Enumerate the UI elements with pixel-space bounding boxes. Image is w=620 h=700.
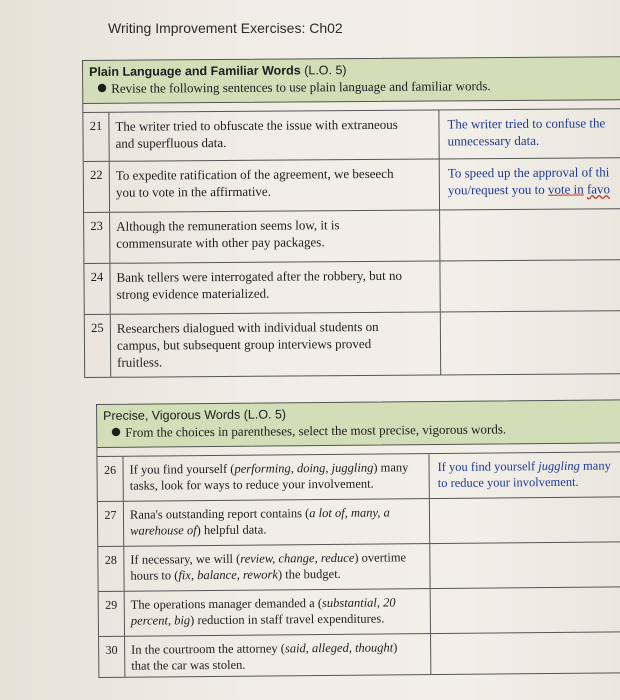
learning-objective: (L.O. 5) — [304, 63, 347, 78]
table-row — [99, 632, 620, 678]
page-title: Writing Improvement Exercises: Ch02 — [108, 20, 343, 36]
exercise-table — [96, 451, 620, 678]
question-line: tasks, look for ways to reduce your involvement. — [129, 476, 374, 493]
question-line: you to vote in the affirmative. — [115, 183, 271, 200]
question-text: In the courtroom the attorney ( — [131, 641, 285, 657]
instruction — [89, 77, 620, 97]
precise-words-section — [96, 399, 620, 678]
learning-objective: (L.O. 5) — [243, 407, 287, 422]
question-cell — [110, 211, 440, 263]
answer-cell[interactable] — [431, 632, 620, 674]
answer-misspelled-text: favo — [586, 181, 611, 197]
question-line: commensurate with other pay packages. — [116, 234, 325, 251]
item-number: 21 — [83, 113, 109, 161]
question-line — [130, 520, 423, 539]
answer-cell[interactable] — [440, 209, 620, 260]
choice-text: warehouse of — [130, 523, 197, 538]
question-text: ) reduction in staff travel expenditures. — [190, 611, 385, 628]
answer-cell[interactable] — [431, 587, 620, 633]
question-text: ) many — [373, 460, 409, 475]
question-line — [130, 565, 423, 584]
question-text: If necessary, we will ( — [130, 551, 241, 567]
answer-line: unnecessary data. — [447, 132, 540, 149]
question-cell — [110, 160, 440, 212]
table-row — [85, 311, 620, 378]
item-number: 23 — [84, 213, 110, 263]
bullet-icon: ● — [111, 424, 121, 438]
choice-text: substantial, 20 — [321, 595, 396, 611]
table-row — [84, 260, 620, 315]
table-row — [84, 209, 620, 264]
question-text: Rana's outstanding report contains ( — [129, 506, 310, 522]
answer-underlined-text: vote in — [547, 181, 584, 197]
question-line — [130, 504, 423, 523]
table-row — [98, 542, 620, 592]
table-row — [99, 587, 620, 637]
exercise-table — [82, 108, 620, 378]
instruction-text: Revise the following sentences to use plain language and familiar words. — [111, 78, 491, 96]
table-row — [97, 452, 620, 502]
choice-text: performing, doing, juggling — [234, 460, 374, 476]
item-number: 28 — [98, 547, 124, 591]
question-line — [130, 549, 423, 568]
answer-line: To speed up the approval of thi — [447, 164, 610, 181]
question-line — [131, 610, 424, 629]
question-cell — [110, 262, 440, 314]
question-text: If you find yourself ( — [129, 461, 235, 477]
choice-text: a lot of, many, a — [309, 505, 390, 521]
item-number: 30 — [99, 637, 125, 677]
item-number: 25 — [85, 315, 111, 377]
question-line: Bank tellers were interrogated after the robbery, but no — [116, 267, 402, 285]
choice-text: review, change, reduce — [240, 550, 355, 566]
question-cell — [123, 454, 429, 501]
table-row — [98, 497, 620, 547]
question-cell — [124, 544, 430, 591]
question-line: Although the remuneration seems low, it is — [116, 217, 340, 234]
answer-cell[interactable] — [440, 158, 620, 209]
item-number: 29 — [99, 592, 125, 636]
question-line: The writer tried to obfuscate the issue with extraneous — [115, 116, 398, 134]
item-number: 26 — [97, 457, 123, 501]
bullet-icon: ● — [97, 80, 107, 94]
question-line: campus, but subsequent group interviews proved — [116, 335, 372, 353]
instruction — [103, 420, 620, 441]
answer-text: you/request you to — [447, 181, 548, 198]
section-title-text: Plain Language and Familiar Words — [89, 63, 301, 79]
answer-cell[interactable] — [430, 497, 620, 543]
question-text: ) overtime — [354, 550, 407, 565]
choice-text: percent, big — [130, 613, 191, 628]
question-line: and superfluous data. — [115, 134, 227, 151]
question-cell — [111, 313, 441, 377]
question-line — [130, 459, 423, 478]
item-number: 24 — [84, 264, 110, 314]
section-title — [89, 61, 620, 79]
section-header — [96, 399, 620, 448]
choice-text: fix, balance, rework — [178, 567, 278, 583]
answer-line — [448, 180, 620, 198]
question-text: The operations manager demanded a ( — [130, 596, 323, 612]
question-text: ) helpful data. — [196, 522, 267, 538]
table-row — [84, 158, 620, 213]
item-number: 22 — [84, 162, 110, 212]
choice-text: said, alleged, thought — [284, 640, 394, 656]
question-line: that the car was stolen. — [131, 657, 246, 673]
plain-language-section — [82, 56, 620, 378]
answer-cell[interactable] — [429, 452, 620, 498]
question-line: fruitless. — [117, 354, 163, 370]
section-title-text: Precise, Vigorous Words — [103, 407, 241, 423]
question-text: ) the budget. — [277, 566, 341, 582]
answer-line: The writer tried to confuse the — [447, 115, 606, 132]
answer-cell[interactable] — [441, 311, 620, 374]
question-text: hours to ( — [130, 568, 179, 583]
question-cell — [124, 499, 430, 546]
question-line: Researchers dialogued with individual students on — [116, 318, 379, 336]
answer-cell[interactable] — [439, 109, 620, 158]
question-line: strong evidence materialized. — [116, 285, 270, 302]
answer-text: If you find yourself — [437, 459, 539, 475]
question-line: To expedite ratification of the agreement, we beseech — [115, 165, 394, 183]
answer-text: many — [579, 458, 611, 473]
question-cell — [125, 589, 431, 636]
answer-line: to reduce your involvement. — [437, 474, 579, 491]
answer-choice: juggling — [538, 458, 580, 474]
answer-cell[interactable] — [430, 542, 620, 588]
answer-line — [437, 457, 620, 475]
item-number: 27 — [98, 502, 124, 546]
question-text: ) — [393, 640, 398, 655]
question-cell — [109, 111, 439, 161]
section-header — [82, 56, 620, 104]
question-line — [131, 639, 424, 658]
table-row — [83, 109, 620, 162]
question-cell — [125, 634, 431, 677]
instruction-text: From the choices in parentheses, select the most precise, vigorous words. — [125, 421, 507, 440]
answer-cell[interactable] — [440, 260, 620, 311]
